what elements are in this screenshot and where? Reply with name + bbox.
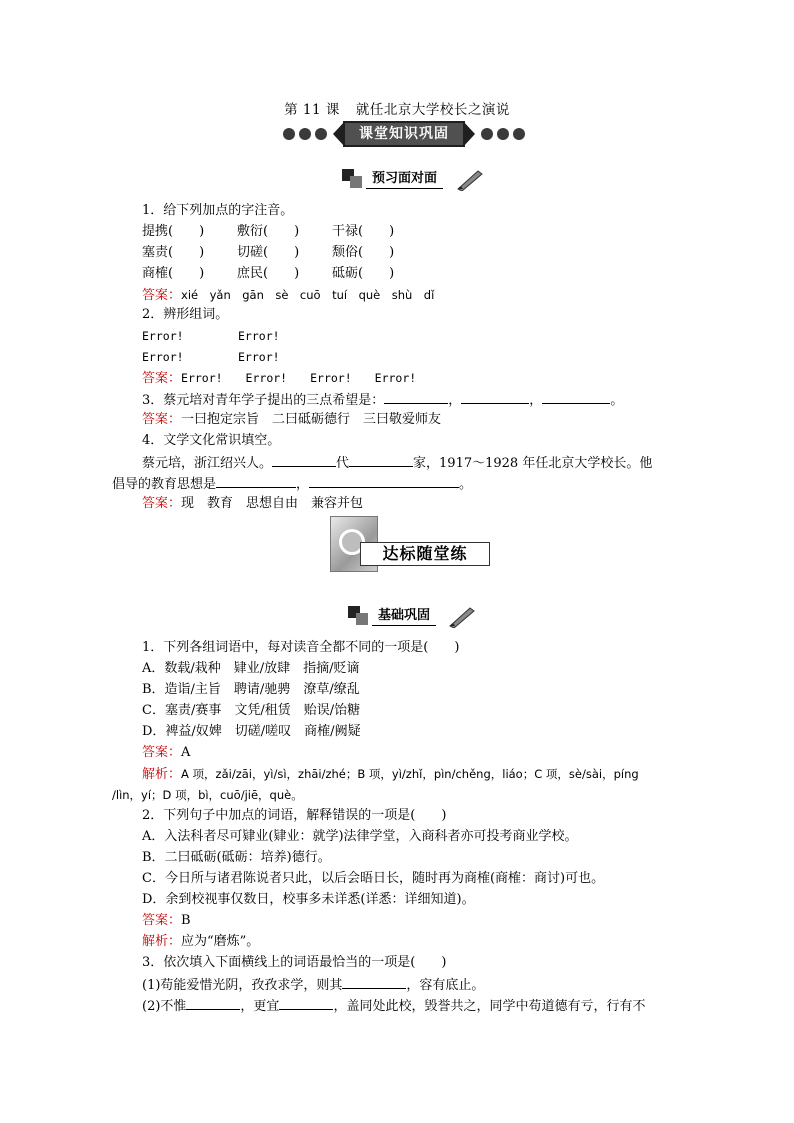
analysis-label: 解析： [142,767,182,782]
answer-label: 答案： [142,371,182,386]
answer-label: 答案： [142,496,182,511]
option-c: C．塞责/赛事 文凭/租赁 贻误/饴糖 [142,703,361,718]
blank-line [279,997,333,1010]
answer-label: 答案： [142,745,182,760]
question-2-stem: 2．辨形组词。 [142,307,229,322]
answer-label: 答案： [142,412,182,427]
question-4-stem: 4．文学文化常识填空。 [142,433,281,448]
question-1-row-1: 提携( ) 敷衍( ) 干禄( ) [142,224,395,239]
blank-line [542,391,610,404]
question-1-row-3: 商榷( ) 庶民( ) 砥砺( ) [142,266,395,281]
section-title: 基础巩固 [372,607,436,626]
question-4-line-1: 蔡元培，浙江绍兴人。 代 家，1917～1928 年任北京大学校长。他 [142,456,653,471]
blank-line [186,997,240,1010]
dot-icon [315,128,327,140]
dot-icon [481,128,493,140]
blank-line [216,475,296,488]
option-a: A．入法科者尽可肄业(肄业：就学)法律学堂，入商科者亦可投考商业学校。 [142,829,578,844]
blank-line [384,391,448,404]
banner-practice [330,516,494,574]
dot-icon [497,128,509,140]
banner-label: 课堂知识巩固 [343,121,465,147]
question-2-answer: 答案：Error! Error! Error! Error! [142,371,417,386]
blank-line [309,475,459,488]
section-header-preview [342,167,492,193]
option-c: C．今日所与诸君陈说者只此，以后会晤日长，随时再为商榷(商榷：商讨)可也。 [142,871,605,886]
question-2-row-1: Error! Error! [142,329,280,343]
option-b: B．造诣/主旨 聘请/驰骋 潦草/缭乱 [142,682,360,697]
lesson-title: 就任北京大学校长之演说 [355,102,510,118]
blank-line [272,454,336,467]
option-a: A．数载/栽种 肄业/放肆 指摘/贬谪 [142,661,360,676]
option-d: D．裨益/奴婢 切磋/嗟叹 商榷/阙疑 [142,724,361,739]
question-2-row-2: Error! Error! [142,350,280,364]
answer-label: 答案： [142,913,182,928]
option-d: D．余到校视事仅数日，校事多未详悉(详悉：详细知道)。 [142,892,475,907]
question-1-row-2: 塞责( ) 切磋( ) 颓俗( ) [142,245,395,260]
blank-line [349,454,413,467]
question-1-stem: 1．给下列加点的字注音。 [142,203,294,218]
square-icon [350,176,362,188]
pen-icon [448,604,476,628]
page-title [0,98,794,118]
answer-label: 答案： [142,288,182,303]
banner-label: 达标随堂练 [360,542,490,566]
basic-question-1-analysis: 解析：A 项，zǎi/zāi，yì/sì，zhāi/zhé；B 项，yì/zhǐ，pìn/chěng，liáo；C 项，sè/sài，píng [142,767,639,782]
basic-question-1-analysis-cont: /lìn，yí；D 项，bì，cuō/jiē，què。 [112,788,303,802]
question-3-answer: 答案：一曰抱定宗旨 二曰砥砺德行 三曰敬爱师友 [142,412,442,427]
section-header-basic [348,604,488,630]
basic-question-3-stem: 3．依次填入下面横线上的词语最恰当的一项是( ) [142,955,447,970]
question-1-answer: 答案：xié yǎn gān sè cuō tuí què shù dǐ [142,288,435,303]
basic-question-1-stem: 1．下列各组词语中，每对读音全都不同的一项是( ) [142,640,460,655]
dot-icon [283,128,295,140]
blank-line [342,976,406,989]
banner-classroom-consolidation [283,121,523,149]
square-icon [356,613,368,625]
question-4-answer: 答案：现 教育 思想自由 兼容并包 [142,496,364,511]
question-3-stem: 3．蔡元培对青年学子提出的三点希望是： ， ， 。 [142,393,624,408]
lesson-number: 第 11 课 [284,102,340,118]
question-4-line-2: 倡导的教育思想是 ， 。 [112,477,473,492]
basic-question-3-sentence-2: (2)不惟 ，更宜 ，盖同处此校，毁誉共之，同学中苟道德有亏，行有不 [142,999,646,1014]
dot-icon [513,128,525,140]
basic-question-2-stem: 2．下列句子中加点的词语，解释错误的一项是( ) [142,808,447,823]
analysis-label: 解析： [142,934,182,949]
option-b: B．二曰砥砺(砥砺：培养)德行。 [142,850,331,865]
dot-icon [299,128,311,140]
basic-question-2-answer: 答案：B [142,913,191,928]
section-title: 预习面对面 [366,170,443,189]
basic-question-2-analysis: 解析：应为“磨炼”。 [142,934,260,949]
basic-question-1-answer: 答案：A [142,745,191,760]
blank-line [461,391,529,404]
basic-question-3-sentence-1: (1)苟能爱惜光阴，孜孜求学，则其 ，容有底止。 [142,978,485,993]
pen-icon [456,167,484,191]
